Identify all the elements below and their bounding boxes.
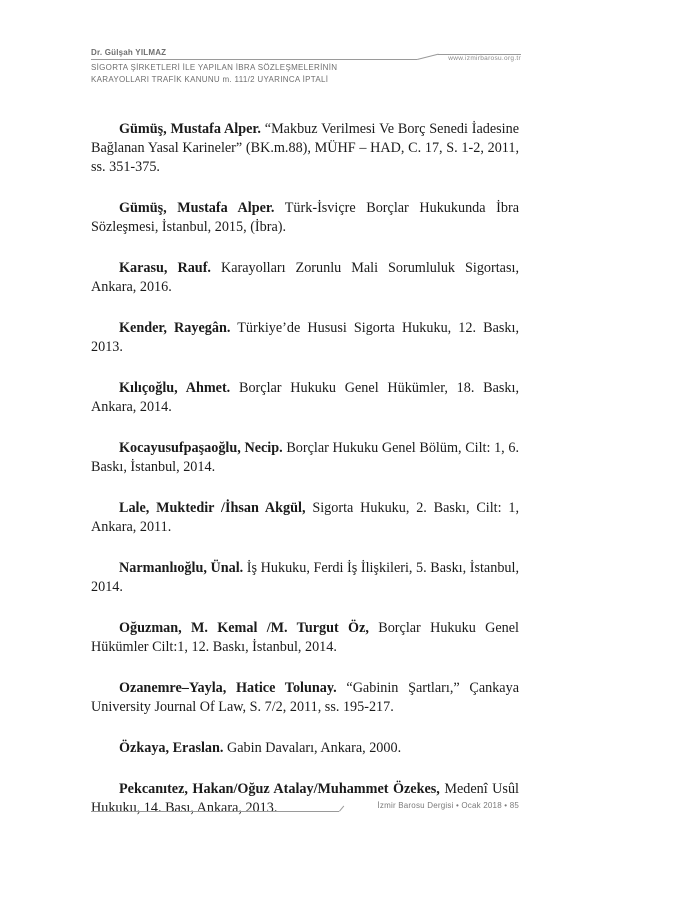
reference-text: Sigorta Hukuku, 2. Baskı, Cilt: 1, Ankara, 2011. <box>91 500 520 535</box>
reference-text: İş Hukuku, Ferdi İş İlişkileri, 5. Baskı, İstanbul, 2014. <box>91 560 520 595</box>
reference-author: Karasu, Rauf. <box>119 260 211 276</box>
reference-author: Kocayusufpaşaoğlu, Necip. <box>119 440 283 456</box>
reference-entry <box>91 259 519 297</box>
reference-text: Gabin Davaları, Ankara, 2000. <box>223 740 402 756</box>
reference-text: Karayolları Zorunlu Mali Sorumluluk Sigortası, Ankara, 2016. <box>91 260 519 295</box>
reference-author: Özkaya, Eraslan. <box>119 740 224 756</box>
reference-entry <box>91 199 519 237</box>
reference-text: Medenî Usûl Hukuku, 14. Bası, Ankara, 2013. <box>91 781 519 816</box>
reference-entry <box>91 319 519 357</box>
reference-author: Gümüş, Mustafa Alper. <box>119 121 261 137</box>
reference-entry <box>91 439 519 477</box>
reference-text: Borçlar Hukuku Genel Hükümler Cilt:1, 12. Baskı, İstanbul, 2014. <box>91 620 519 655</box>
reference-entry <box>91 679 519 717</box>
reference-text: Türk-İsviçre Borçlar Hukukunda İbra Sözleşmesi, İstanbul, 2015, (İbra). <box>91 200 519 235</box>
header-rule <box>91 59 417 60</box>
footer-rule <box>91 811 339 812</box>
header-rule-slope <box>417 54 439 60</box>
page-header <box>91 48 521 98</box>
reference-author: Ozanemre–Yayla, Hatice Tolunay. <box>119 680 337 696</box>
reference-author: Kender, Rayegân. <box>119 320 231 336</box>
reference-entry <box>91 559 519 597</box>
running-title-line-1: SİGORTA ŞİRKETLERİ İLE YAPILAN İBRA SÖZLEŞMELERİNİN <box>91 63 338 72</box>
reference-author: Lale, Muktedir /İhsan Akgül, <box>119 500 306 516</box>
running-title <box>91 62 431 86</box>
reference-entry <box>91 120 519 177</box>
reference-entry <box>91 499 519 537</box>
reference-entry <box>91 619 519 657</box>
author-name: Dr. Gülşah YILMAZ <box>91 48 167 57</box>
reference-entry <box>91 379 519 417</box>
reference-author: Kılıçoğlu, Ahmet. <box>119 380 231 396</box>
page-footer <box>91 800 519 820</box>
reference-text: Türkiye’de Hususi Sigorta Hukuku, 12. Baskı, 2013. <box>91 320 519 355</box>
reference-author: Oğuzman, M. Kemal /M. Turgut Öz, <box>119 620 369 636</box>
reference-text: Borçlar Hukuku Genel Hükümler, 18. Baskı, Ankara, 2014. <box>91 380 520 415</box>
reference-text: “Makbuz Verilmesi Ve Borç Senedi İadesine Bağlanan Yasal Karineler” (BK.m.88), MÜHF – HAD, C. 17, S. 1-2, 2011, ss. 351-375. <box>91 121 519 175</box>
bibliography <box>91 120 519 840</box>
site-url: www.izmirbarosu.org.tr <box>448 55 521 62</box>
reference-text: Borçlar Hukuku Genel Bölüm, Cilt: 1, 6. Baskı, İstanbul, 2014. <box>91 440 519 475</box>
running-title-line-2: KARAYOLLARI TRAFİK KANUNU m. 111/2 UYARINCA İPTALİ <box>91 75 329 84</box>
reference-text: “Gabinin Şartları,” Çankaya University Journal Of Law, S. 7/2, 2011, ss. 195-217. <box>91 680 519 715</box>
reference-entry <box>91 739 519 758</box>
reference-author: Gümüş, Mustafa Alper. <box>119 200 275 216</box>
journal-footer: İzmir Barosu Dergisi • Ocak 2018 • 85 <box>377 801 519 810</box>
footer-rule-slope <box>339 806 344 812</box>
reference-author: Pekcanıtez, Hakan/Oğuz Atalay/Muhammet Özekes, <box>119 781 440 797</box>
reference-author: Narmanlıoğlu, Ünal. <box>119 560 244 576</box>
